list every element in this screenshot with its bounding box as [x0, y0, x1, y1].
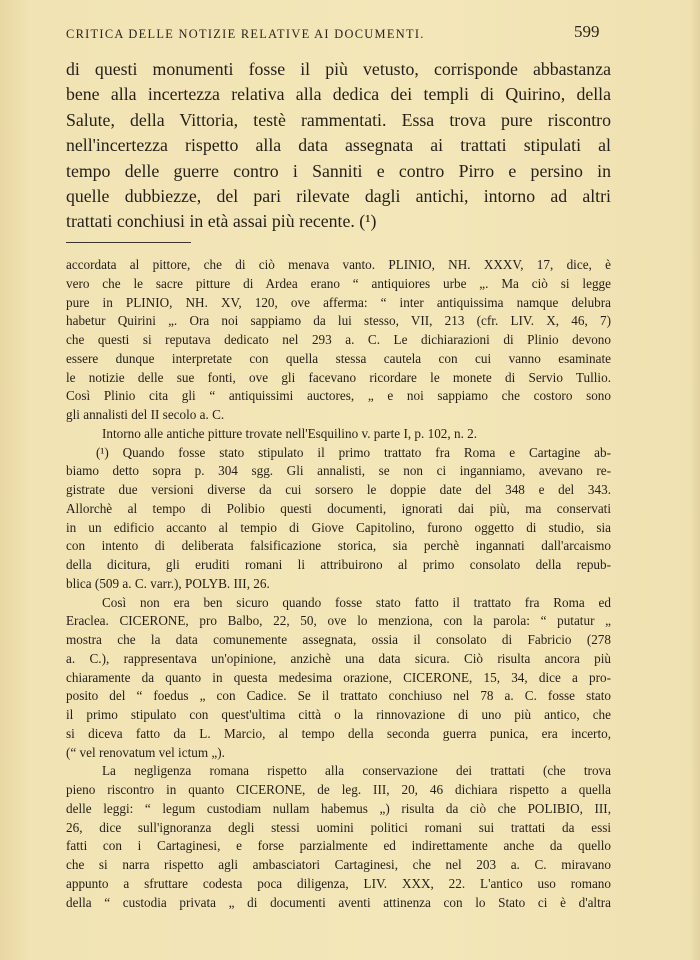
main-text-line: nell'incertezza rispetto alla data assegnata ai trattati stipulati al [66, 135, 611, 156]
footnote-line: Eraclea. CICERONE, pro Balbo, 22, 50, ove lo menziona, con la parola: “ putatur „ [66, 613, 611, 629]
footnote-line: mostra che la data comunemente assegnata, ossia il consolato di Fabricio (278 [66, 632, 611, 647]
footnote-line: biamo detto sopra p. 304 sgg. Gli annalisti, se non ci inganniamo, avevano re- [66, 463, 611, 479]
main-text-line: quelle dubbiezze, del pari rilevate dagli antichi, intorno ad altri [66, 186, 611, 207]
footnote-line: Intorno alle antiche pitture trovate nell'Esquilino v. parte I, p. 102, n. 2. [102, 425, 478, 441]
footnote-line: blica (509 a. C. varr.), POLYB. III, 26. [66, 575, 270, 591]
footnote-line: vero che le sacre pitture di Ardea erano “ antiquiores urbe „. Ma ciò si legge [66, 275, 611, 291]
footnote-line: appunto a sfruttare codesta poca diligenza, LIV. XXX, 22. L'antico uso romano [66, 875, 611, 891]
footnote-line: accordata al pittore, che di ciò menava vanto. PLINIO, NH. XXXV, 17, dice, è [66, 257, 611, 272]
footnote-line: le notizie delle sue fonti, ove gli facevano ricordare le monete di Servio Tullio. [66, 369, 611, 385]
footnote-line: essere dunque interpretate con quella stessa cautela con cui vanno esaminate [66, 350, 611, 366]
footnote-line: posito del “ foedus „ con Cadice. Se il trattato conchiuso nel 78 a. C. fosse stato [66, 688, 611, 704]
main-text-line: tempo delle guerre contro i Sanniti e contro Pirro e persino in [66, 160, 611, 181]
footnote-line: pieno riscontro in quanto CICERONE, de leg. III, 20, 46 dichiara rispetto a quella [66, 782, 611, 797]
footnote-line: che questi si reputava dedicato nel 293 a. C. Le dichiarazioni di Plinio devono [66, 332, 611, 347]
footnote-line: chiaramente da quanto in questa medesima orazione, CICERONE, 15, 34, dice a pro- [66, 669, 611, 685]
footnote-line: con intento di deliberata falsificazione storica, sia perchè ingannati dall'arcaismo [66, 538, 611, 554]
footnote-line: 26, dice sull'ignoranza degli stessi uomini politici romani sui trattati da essi [66, 819, 611, 835]
footnote-line: (¹) Quando fosse stato stipulato il primo trattato fra Roma e Cartagine ab- [96, 444, 611, 460]
footnote-line: Allorchè al tempo di Polibio questi documenti, ignorati dai più, ma conservati [66, 500, 611, 516]
running-title: CRITICA DELLE NOTIZIE RELATIVE AI DOCUMENTI. [66, 27, 425, 41]
footnotes-block [66, 256, 611, 912]
main-text-line: di questi monumenti fosse il più vetusto, corrisponde abbastanza [66, 59, 611, 79]
main-text-line: Salute, della Vittoria, testè rammentati. Essa trova pure riscontro [66, 109, 611, 130]
footnote-line: si diceva fatto da L. Marcio, al tempo della seconda guerra punica, era incerto, [66, 725, 611, 741]
main-text-line: bene alla incertezza relativa alla dedica dei templi di Quirino, della [66, 84, 611, 105]
footnote-line: Così non era ben sicuro quando fosse stato fatto il trattato fra Roma ed [102, 594, 611, 610]
footnote-line: Così Plinio cita gli “ antiquissimi auctores, „ e noi sappiamo che costoro sono [66, 388, 611, 404]
footnote-line: delle leggi: “ legum custodiam nullam habemus „) risulta da ciò che POLIBIO, III, [66, 800, 611, 816]
footnote-line: fatti con i Cartaginesi, e forse parzialmente ed indirettamente anche da quello [66, 838, 611, 854]
footnote-line: della “ custodia privata „ di documenti aventi attinenza con lo Stato ci è d'altra [66, 894, 611, 910]
page-number: 599 [574, 22, 600, 41]
footnote-line: La negligenza romana rispetto alla conservazione dei trattati (che trova [102, 763, 611, 779]
main-text-block [66, 57, 611, 235]
footnote-line: in un edificio accanto al tempio di Giove Capitolino, furono oggetto di studio, sia [66, 519, 611, 535]
footnote-line: gli annalisti del II secolo a. C. [66, 407, 225, 422]
footnote-line: (“ vel renovatum vel ictum „). [66, 744, 225, 760]
footnote-separator-rule [66, 242, 191, 243]
page-edge-shadow [690, 0, 700, 960]
footnote-line: gistrate due versioni diverse da cui sorsero le doppie date del 348 e del 343. [66, 482, 611, 497]
footnote-line: della dicitura, gli eruditi romani li attribuirono al primo consolato della repub- [66, 557, 611, 572]
footnote-line: habetur Quirini „. Ora noi sappiamo da lui stesso, VII, 213 (cfr. LIV. X, 46, 7) [66, 313, 611, 329]
footnote-line: che si narra rispetto agli ambasciatori Cartaginesi, che nel 203 a. C. miravano [66, 857, 611, 872]
footnote-line: a. C.), rappresentava un'opinione, anzichè una data sicura. Ciò risulta ancora più [66, 650, 611, 666]
main-text-line: trattati conchiusi in età assai più recente. (¹) [66, 211, 377, 232]
footnote-line: pure in PLINIO, NH. XV, 120, ove afferma: “ inter antiquissima namque delubra [66, 294, 611, 310]
footnote-line: il primo stipulato con quest'ultima città o la rinnovazione di uno più antico, che [66, 707, 611, 722]
